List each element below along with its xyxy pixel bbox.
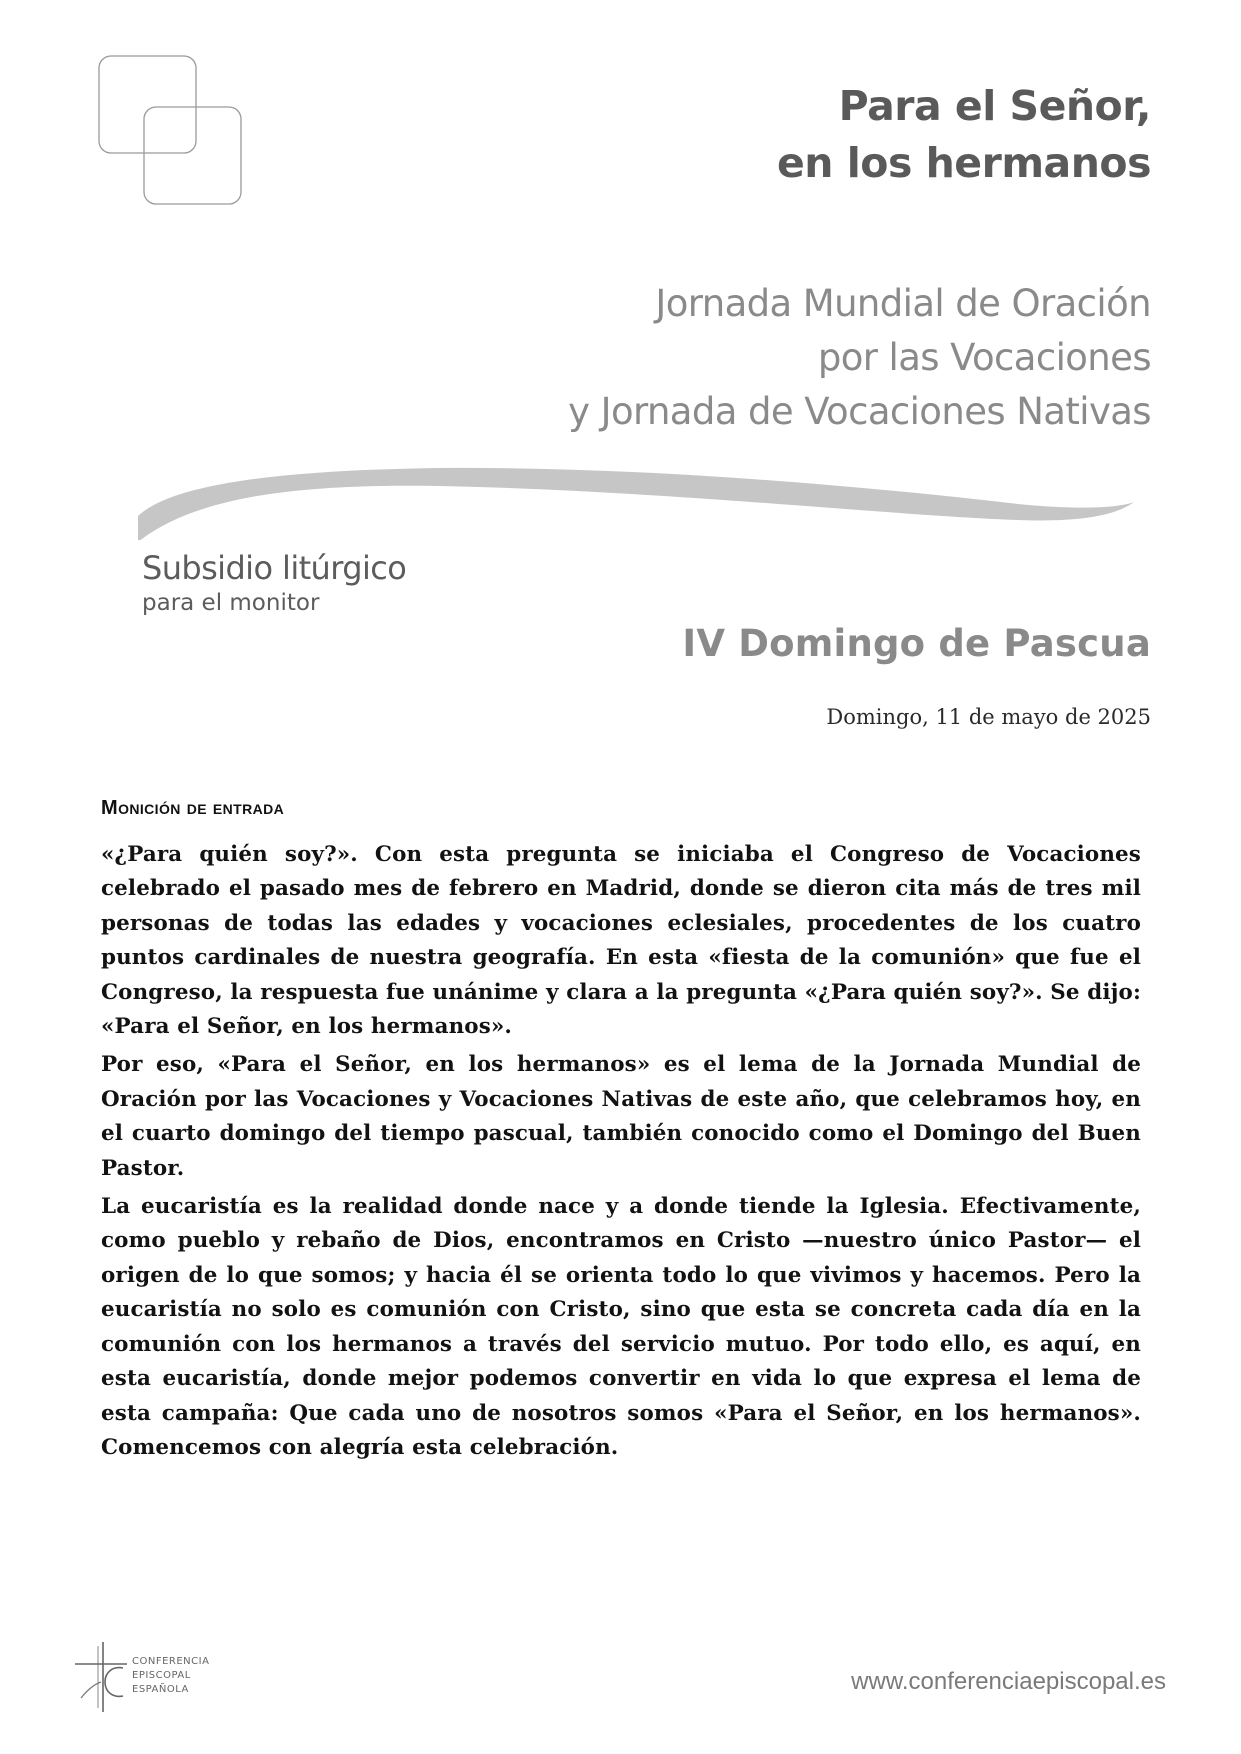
title-line-1: Para el Señor, xyxy=(838,82,1151,130)
decorative-swoosh xyxy=(138,460,1138,540)
section-heading-initial: M xyxy=(101,797,119,819)
subsidio-block xyxy=(142,548,406,618)
subsidio-title: Subsidio litúrgico xyxy=(142,549,407,587)
paragraph-1: «¿Para quién soy?». Con esta pregunta se iniciaba el Congreso de Vocaciones celebrado el pasado mes de febrero en Madrid, donde se dieron cita más de tres mil personas de todas las edades y vocaciones eclesiales, procedentes de los cuatro puntos cardinales de nuestra geografía. En esta «fiesta de la comunión» que fue el Congreso, la respuesta fue unánime y clara a la pregunta «¿Para quién soy?». Se dijo: «Para el Señor, en los hermanos». xyxy=(101,842,1141,1040)
subtitle-line-2: por las Vocaciones xyxy=(817,336,1151,379)
celebration-date: Domingo, 11 de mayo de 2025 xyxy=(826,705,1151,729)
section-body xyxy=(101,838,1141,1469)
section-heading-rest: onición de entrada xyxy=(118,797,285,819)
paragraph-2: Por eso, «Para el Señor, en los hermanos» es el lema de la Jornada Mundial de Oración por las Vocaciones y Vocaciones Nativas de este año, que celebramos hoy, en el cuarto domingo del tiempo pascual, también conocido como el Domingo del Buen Pastor. xyxy=(101,1052,1141,1181)
logo-line-1: CONFERENCIA xyxy=(132,1656,210,1667)
document-subtitle xyxy=(568,277,1151,439)
subsidio-subtitle: para el monitor xyxy=(142,590,320,616)
logo-line-2: EPISCOPAL xyxy=(132,1670,191,1681)
logo-text xyxy=(132,1655,209,1697)
subtitle-line-3: y Jornada de Vocaciones Nativas xyxy=(568,390,1151,433)
paragraph-3: La eucaristía es la realidad donde nace y a donde tiende la Iglesia. Efectivamente, como pueblo y rebaño de Dios, encontramos en Cristo —nuestro único Pastor— el origen de lo que somos; y hacia él se orienta todo lo que vivimos y hacemos. Pero la eucaristía no solo es comunión con Cristo, sino que esta se concreta cada día en la comunión con los hermanos a través del servicio mutuo. Por todo ello, es aquí, en esta eucaristía, donde mejor podemos convertir en vida lo que expresa el lema de esta campaña: Que cada uno de nosotros somos «Para el Señor, en los hermanos». Comencemos con alegría esta celebración. xyxy=(101,1194,1141,1460)
decorative-squares xyxy=(98,55,248,210)
section-heading xyxy=(101,797,284,820)
subtitle-line-1: Jornada Mundial de Oración xyxy=(655,282,1151,325)
logo-line-3: ESPAÑOLA xyxy=(132,1684,189,1695)
website-link[interactable]: www.conferenciaepiscopal.es xyxy=(851,1668,1166,1695)
liturgical-sunday: IV Domingo de Pascua xyxy=(682,622,1151,665)
document-title xyxy=(777,78,1151,192)
title-line-2: en los hermanos xyxy=(776,139,1151,187)
